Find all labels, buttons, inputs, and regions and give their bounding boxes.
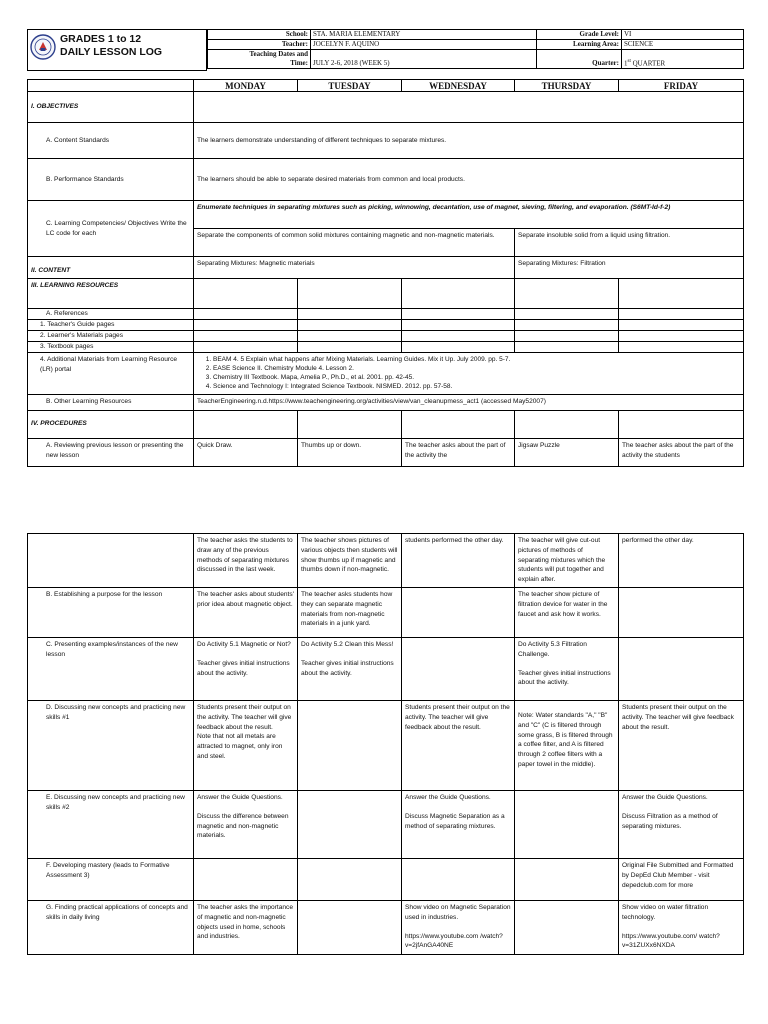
empty-cell — [298, 790, 402, 858]
empty-cell — [515, 410, 619, 438]
skills-2-monday — [194, 790, 298, 858]
day-header-tuesday: TUESDAY — [298, 80, 402, 92]
applications-friday-video: Show video on water filtration technology. — [622, 903, 709, 921]
title-line-1: GRADES 1 to 12 — [60, 33, 142, 45]
empty-cell — [298, 330, 402, 341]
competencies-label: C. Learning Competencies/ Objectives Write the LC code for each — [28, 201, 194, 257]
examples-monday-instructions: Teacher gives initial instructions about the activity. — [197, 659, 290, 677]
dates-label-line-1: Teaching Dates and — [249, 50, 308, 58]
other-resources-label: B. Other Learning Resources — [28, 394, 194, 410]
day-header-monday: MONDAY — [194, 80, 298, 92]
empty-cell — [402, 319, 515, 330]
reviewing-lesson-label: A. Reviewing previous lesson or presenting the new lesson — [28, 438, 194, 466]
quarter-text: QUARTER — [630, 59, 666, 67]
empty-cell — [619, 587, 744, 637]
area-label: Learning Area: — [537, 40, 622, 50]
lesson-table-page-1 — [27, 79, 744, 467]
school-label: School: — [208, 30, 311, 40]
examples-tuesday-instructions: Teacher gives initial instructions about the activity. — [301, 659, 394, 677]
empty-cell — [402, 858, 515, 900]
reviewing-cont-tuesday: The teacher shows pictures of various objects then students will show thumbs up if magnetic and thumbs down if non-magnetic. — [298, 534, 402, 588]
content-mon-wed: Separating Mixtures: Magnetic materials — [194, 257, 515, 279]
empty-cell — [515, 858, 619, 900]
area-value: SCIENCE — [622, 40, 744, 50]
performance-standards-text: The learners should be able to separate desired materials from common and local products. — [194, 159, 744, 201]
empty-cell — [515, 790, 619, 858]
deped-seal-icon — [27, 29, 59, 61]
textbook-pages-label: 3. Textbook pages — [28, 341, 194, 352]
reviewing-thursday: Jigsaw Puzzle — [515, 438, 619, 466]
skills-1-wednesday: Students present their output on the activity. The teacher will give feedback about the result. — [402, 700, 515, 790]
empty-cell — [515, 279, 619, 309]
purpose-monday: The teacher asks about students' prior idea about magnetic object. — [194, 587, 298, 637]
empty-cell — [298, 900, 402, 954]
info-table — [207, 29, 744, 69]
discussing-skills-1-label: D. Discussing new concepts and practicing new skills #1 — [28, 700, 194, 790]
empty-cell — [619, 330, 744, 341]
teachers-guide-label: 1. Teacher's Guide pages — [28, 319, 194, 330]
presenting-examples-label: C. Presenting examples/instances of the new lesson — [28, 637, 194, 700]
empty-cell — [298, 410, 402, 438]
teacher-value: JOCELYN F. AQUINO — [311, 40, 537, 50]
applications-friday — [619, 900, 744, 954]
examples-thursday-instructions: Teacher gives initial instructions about the activity. — [518, 669, 611, 687]
reference-list-cell — [194, 352, 744, 394]
resources-heading: III. LEARNING RESOURCES — [28, 279, 194, 309]
skills-2-friday — [619, 790, 744, 858]
skills-1-thursday: Note: Water standards "A," "B" and "C" (C is filtered through some grass, B is filtered through a coffee filter, and A is filtered through 2 coffee filters with a paper towel in the middle). — [515, 700, 619, 790]
skills-1-friday: Students present their output on the activity. The teacher will give feedback about the result. — [619, 700, 744, 790]
empty-cell — [402, 341, 515, 352]
empty-cell — [194, 279, 298, 309]
day-header-wednesday: WEDNESDAY — [402, 80, 515, 92]
purpose-tuesday: The teacher asks students how they can separate magnetic materials from non-magnetic materials in a junk yard. — [298, 587, 402, 637]
school-value: STA. MARIA ELEMENTARY — [311, 30, 537, 40]
learners-materials-label: 2. Learner's Materials pages — [28, 330, 194, 341]
title-line-2: DAILY LESSON LOG — [60, 46, 163, 58]
quarter-value — [622, 50, 744, 69]
quarter-label: Quarter: — [537, 50, 622, 69]
empty-cell — [194, 319, 298, 330]
reviewing-friday: The teacher asks about the part of the activity the students — [619, 438, 744, 466]
day-header-friday: FRIDAY — [619, 80, 744, 92]
empty-cell — [194, 341, 298, 352]
empty-cell — [619, 341, 744, 352]
document-title — [60, 33, 162, 59]
discussing-skills-2-label: E. Discussing new concepts and practicing new skills #2 — [28, 790, 194, 858]
grade-label: Grade Level: — [537, 30, 622, 40]
empty-cell — [402, 279, 515, 309]
skills-2-wednesday — [402, 790, 515, 858]
developing-mastery-label: F. Developing mastery (leads to Formative Assessment 3) — [28, 858, 194, 900]
reference-item: 1. BEAM 4. 5 Explain what happens after Mixing Materials. Learning Guides. Mix it Up. July 2009. pp. 5-7. — [213, 355, 740, 364]
skills-1-monday-text: Students present their output on the activity. The teacher will give feedback about the result. — [197, 703, 292, 731]
reviewing-monday: Quick Draw. — [194, 438, 298, 466]
empty-cell — [298, 319, 402, 330]
day-header-thursday: THURSDAY — [515, 80, 619, 92]
empty-cell — [619, 309, 744, 320]
objectives-heading: I. OBJECTIVES — [28, 92, 194, 123]
applications-monday: The teacher asks the importance of magnetic and non-magnetic objects used in home, schools and industries. — [194, 900, 298, 954]
empty-cell — [619, 319, 744, 330]
examples-thursday — [515, 637, 619, 700]
skills-2-wednesday-questions: Answer the Guide Questions. — [405, 793, 491, 801]
skills-2-friday-questions: Answer the Guide Questions. — [622, 793, 708, 801]
reviewing-cont-monday: The teacher asks the students to draw any of the previous methods of separating mixtures discussed in the last week. — [194, 534, 298, 588]
quarter-suffix: st — [627, 58, 631, 64]
content-standards-label: A. Content Standards — [28, 123, 194, 159]
skills-2-monday-questions: Answer the Guide Questions. — [197, 793, 283, 801]
dates-label — [208, 50, 311, 69]
empty-cell — [619, 410, 744, 438]
empty-cell — [619, 637, 744, 700]
quarter-number: 1 — [624, 59, 628, 67]
empty-cell — [194, 858, 298, 900]
practical-applications-label: G. Finding practical applications of concepts and skills in daily living — [28, 900, 194, 954]
empty-cell — [298, 700, 402, 790]
empty-cell — [298, 341, 402, 352]
mastery-friday: Original File Submitted and Formatted by DepEd Club Member - visit depedclub.com for more — [619, 858, 744, 900]
content-thu-fri: Separating Mixtures: Filtration — [515, 257, 744, 279]
empty-cell — [619, 279, 744, 309]
empty-cell — [515, 900, 619, 954]
empty-cell — [194, 330, 298, 341]
empty-cell — [298, 858, 402, 900]
examples-monday — [194, 637, 298, 700]
reviewing-cont-thursday: The teacher will give cut-out pictures of methods of separating mixtures which the students will put together and explain after. — [515, 534, 619, 588]
empty-cell — [402, 587, 515, 637]
grade-value: VI — [622, 30, 744, 40]
empty-cell — [402, 330, 515, 341]
content-standards-text: The learners demonstrate understanding of different techniques to separate mixtures. — [194, 123, 744, 159]
references-label: A. References — [28, 309, 194, 320]
reference-item: 4. Science and Technology I: Integrated Science Textbook. NISMED. 2012. pp. 57-58. — [213, 382, 740, 391]
examples-monday-activity: Do Activity 5.1 Magnetic or Not? — [197, 640, 291, 648]
teacher-label: Teacher: — [208, 40, 311, 50]
lesson-table-page-2 — [27, 533, 744, 955]
applications-wednesday-video: Show video on Magnetic Separation used in industries. — [405, 903, 511, 921]
skills-1-monday-note: Note that not all metals are attracted to magnet, only iron and steel. — [197, 733, 283, 760]
empty-cell — [298, 309, 402, 320]
reference-item: 2. EASE Science II. Chemistry Module 4. Lesson 2. — [213, 364, 740, 373]
reviewing-wednesday: The teacher asks about the part of the activity the — [402, 438, 515, 466]
dates-value: JULY 2-6, 2018 (WEEK 5) — [311, 50, 537, 69]
skills-1-monday — [194, 700, 298, 790]
empty-cell — [402, 637, 515, 700]
lr-portal-label: 4. Additional Materials from Learning Resource (LR) portal — [28, 352, 194, 394]
competency-mon-wed: Separate the components of common solid mixtures containing magnetic and non-magnetic materials. — [194, 229, 515, 257]
reference-list — [197, 355, 740, 391]
other-resources-text: TeacherEngineering.n.d.https://www.teachengineering.org/activities/view/van_cleanupmess_act1 (accessed May52007) — [194, 394, 744, 410]
skills-2-monday-discuss: Discuss the difference between magnetic and non-magnetic materials. — [197, 812, 289, 840]
empty-cell — [515, 341, 619, 352]
objectives-blank — [194, 92, 744, 123]
corner-cell — [28, 80, 194, 92]
empty-cell — [402, 410, 515, 438]
reviewing-tuesday: Thumbs up or down. — [298, 438, 402, 466]
continuation-label — [28, 534, 194, 588]
dates-label-line-2: Time: — [290, 59, 308, 67]
examples-thursday-activity: Do Activity 5.3 Filtration Challenge. — [518, 640, 587, 658]
empty-cell — [515, 309, 619, 320]
examples-tuesday — [298, 637, 402, 700]
empty-cell — [194, 410, 298, 438]
empty-cell — [402, 309, 515, 320]
performance-standards-label: B. Performance Standards — [28, 159, 194, 201]
applications-friday-link: https://www.youtube.com/ watch?v=31ZUXx6NXDA — [622, 932, 720, 950]
competency-thu-fri: Separate insoluble solid from a liquid using filtration. — [515, 229, 744, 257]
purpose-thursday: The teacher show picture of filtration device for water in the faucet and ask how it works. — [515, 587, 619, 637]
skills-2-friday-discuss: Discuss Filtration as a method of separating mixtures. — [622, 812, 718, 830]
competency-text: Enumerate techniques in separating mixtures such as picking, winnowing, decantation, use of magnet, sieving, filtering, and evaporation. (S6MT-Id-f-2) — [194, 201, 744, 229]
empty-cell — [194, 309, 298, 320]
empty-cell — [515, 319, 619, 330]
content-heading: II. CONTENT — [28, 257, 194, 279]
establishing-purpose-label: B. Establishing a purpose for the lesson — [28, 587, 194, 637]
applications-wednesday-link: https://www.youtube.com /watch?v=2jfAnGA40NE — [405, 932, 503, 950]
empty-cell — [298, 279, 402, 309]
applications-wednesday — [402, 900, 515, 954]
empty-cell — [515, 330, 619, 341]
reference-item: 3. Chemistry III Textbook. Mapa, Amelia P., Ph.D., et al. 2001. pp. 42-45. — [213, 373, 740, 382]
examples-tuesday-activity: Do Activity 5.2 Clean this Mess! — [301, 640, 394, 648]
reviewing-cont-friday: performed the other day. — [619, 534, 744, 588]
skills-2-wednesday-discuss: Discuss Magnetic Separation as a method of separating mixtures. — [405, 812, 505, 830]
reviewing-cont-wednesday: students performed the other day. — [402, 534, 515, 588]
day-header-row — [28, 80, 744, 92]
procedures-heading: IV. PROCEDURES — [28, 410, 194, 438]
